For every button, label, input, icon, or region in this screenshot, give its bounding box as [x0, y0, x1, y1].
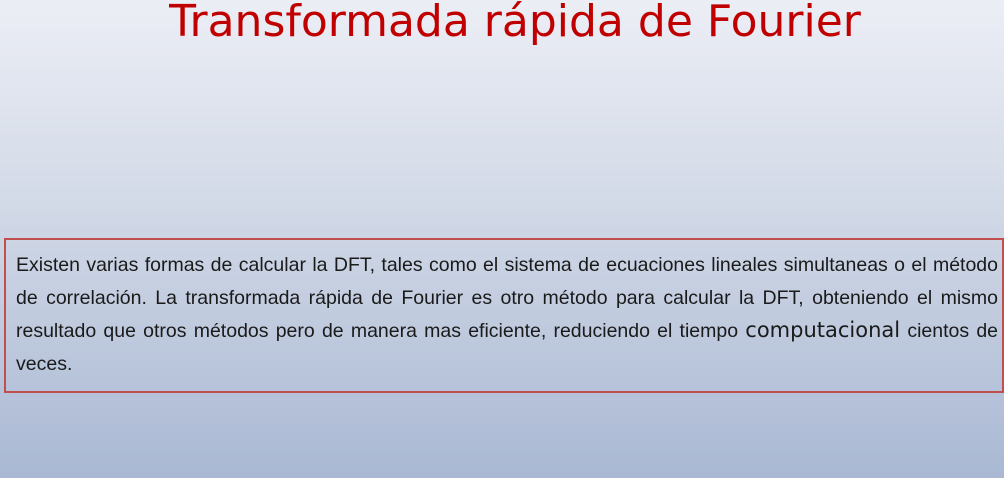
slide-title: Transformada rápida de Fourier	[169, 0, 861, 47]
body-text-end: cientos de veces.	[16, 320, 999, 375]
body-text-emphasis: computacional	[745, 318, 901, 342]
body-text-start: Existen varias formas de calcular la DFT, tales como el sistema de ecuaciones lineales simultaneas o el método de correlación. La transformada rápida de Fourier es otro método para calcular la DFT, obteniendo el mismo resultado que otros métodos pero de manera mas eficiente, reduciendo el tiempo	[16, 254, 998, 342]
body-paragraph	[16, 249, 998, 380]
body-text-box	[4, 238, 1004, 393]
